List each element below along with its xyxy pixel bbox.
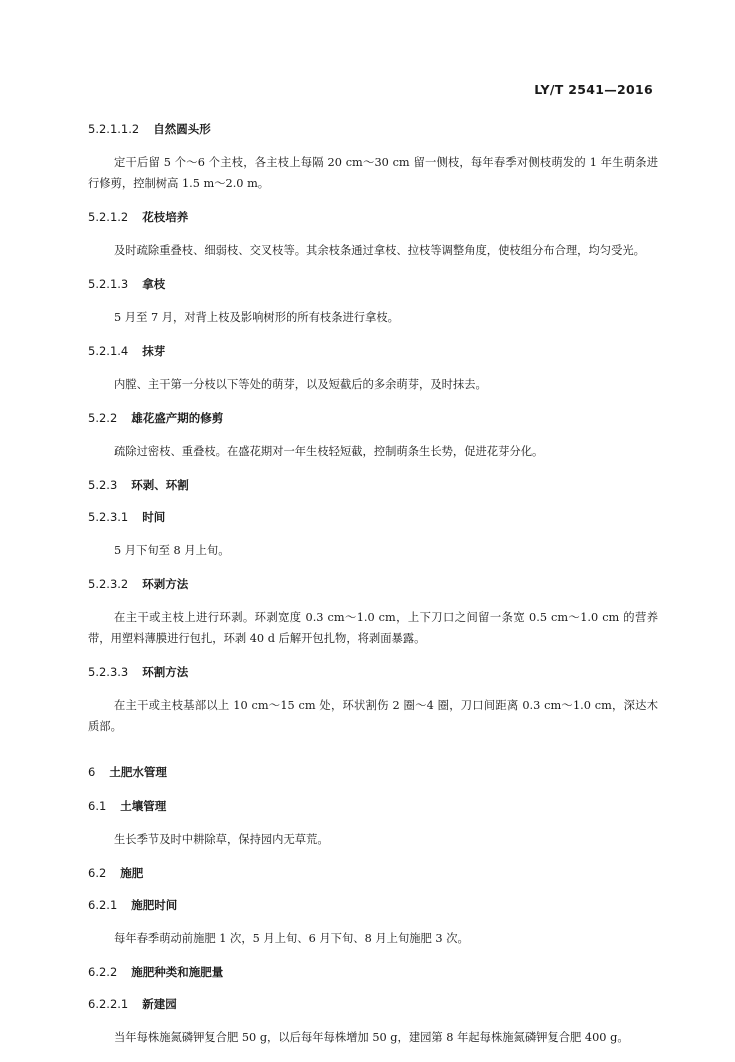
section-title: 施肥 bbox=[120, 866, 144, 880]
document-body bbox=[88, 120, 658, 1062]
section-title: 土肥水管理 bbox=[109, 765, 167, 779]
section-number: 5.2.2 bbox=[88, 411, 118, 425]
section-title: 新建园 bbox=[142, 997, 177, 1011]
section-title: 土壤管理 bbox=[120, 799, 167, 813]
section-title: 雄花盛产期的修剪 bbox=[131, 411, 224, 425]
paragraph: 生长季节及时中耕除草，保持园内无草荒。 bbox=[114, 833, 329, 846]
section-number: 5.2.1.4 bbox=[88, 344, 129, 358]
section-title: 施肥种类和施肥量 bbox=[131, 965, 224, 979]
section-title: 抹芽 bbox=[142, 344, 166, 358]
section-heading bbox=[88, 275, 658, 293]
section-heading bbox=[88, 476, 658, 494]
section-title: 花枝培养 bbox=[142, 210, 189, 224]
section-number: 6.1 bbox=[88, 799, 107, 813]
section-title: 施肥时间 bbox=[131, 898, 178, 912]
section-heading bbox=[88, 120, 658, 138]
section-heading bbox=[88, 575, 658, 593]
section-title: 环割方法 bbox=[142, 665, 189, 679]
section-heading bbox=[88, 797, 658, 815]
section-heading bbox=[88, 508, 658, 526]
section-number: 6.2.1 bbox=[88, 898, 118, 912]
section-title: 拿枝 bbox=[142, 277, 166, 291]
section-heading bbox=[88, 963, 658, 981]
paragraph: 疏除过密枝、重叠枝。在盛花期对一年生枝轻短截，控制萌条生长势，促进花芽分化。 bbox=[114, 445, 544, 458]
paragraph: 当年每株施氮磷钾复合肥 50 g，以后每年每株增加 50 g，建园第 8 年起每株施氮磷钾复合肥 400 g。 bbox=[114, 1031, 629, 1044]
section-heading bbox=[88, 896, 658, 914]
section-number: 5.2.3.3 bbox=[88, 665, 129, 679]
section-heading bbox=[88, 409, 658, 427]
section-heading bbox=[88, 342, 658, 360]
paragraph: 在主干或主枝基部以上 10 cm～15 cm 处，环状割伤 2 圈～4 圈，刀口间距离 0.3 cm～1.0 cm，深达木质部。 bbox=[88, 699, 658, 733]
section-number: 5.2.3.2 bbox=[88, 577, 129, 591]
section-number: 6.2.2.1 bbox=[88, 997, 129, 1011]
paragraph: 在主干或主枝上进行环剥。环剥宽度 0.3 cm～1.0 cm，上下刀口之间留一条宽 0.5 cm～1.0 cm 的营养带，用塑料薄膜进行包扎，环剥 40 d 后解开包扎物，将剥面暴露。 bbox=[88, 611, 658, 645]
section-heading bbox=[88, 663, 658, 681]
section-number: 6.2.2 bbox=[88, 965, 118, 979]
section-title: 时间 bbox=[142, 510, 166, 524]
section-number: 6 bbox=[88, 765, 96, 779]
paragraph: 5 月至 7 月，对背上枝及影响树形的所有枝条进行拿枝。 bbox=[114, 311, 399, 324]
document-code: LY/T 2541—2016 bbox=[534, 82, 653, 97]
paragraph: 每年春季萌动前施肥 1 次，5 月上旬、6 月下旬、8 月上旬施肥 3 次。 bbox=[114, 932, 469, 945]
section-title: 环剥、环割 bbox=[131, 478, 189, 492]
section-heading bbox=[88, 763, 658, 781]
section-number: 5.2.1.2 bbox=[88, 210, 129, 224]
section-title: 自然圆头形 bbox=[153, 122, 211, 136]
section-title: 环剥方法 bbox=[142, 577, 189, 591]
paragraph: 及时疏除重叠枝、细弱枝、交叉枝等。其余枝条通过拿枝、拉枝等调整角度，使枝组分布合理，均匀受光。 bbox=[114, 244, 645, 257]
section-number: 5.2.3.1 bbox=[88, 510, 129, 524]
section-heading bbox=[88, 864, 658, 882]
paragraph: 内膛、主干第一分枝以下等处的萌芽，以及短截后的多余萌芽，及时抹去。 bbox=[114, 378, 487, 391]
paragraph: 定干后留 5 个～6 个主枝，各主枝上每隔 20 cm～30 cm 留一侧枝，每年春季对侧枝萌发的 1 年生萌条进行修剪，控制树高 1.5 m～2.0 m。 bbox=[88, 156, 658, 190]
section-heading bbox=[88, 208, 658, 226]
section-number: 6.2 bbox=[88, 866, 107, 880]
section-number: 5.2.1.1.2 bbox=[88, 122, 140, 136]
paragraph: 5 月下旬至 8 月上旬。 bbox=[114, 544, 230, 557]
section-number: 5.2.1.3 bbox=[88, 277, 129, 291]
section-heading bbox=[88, 995, 658, 1013]
section-number: 5.2.3 bbox=[88, 478, 118, 492]
